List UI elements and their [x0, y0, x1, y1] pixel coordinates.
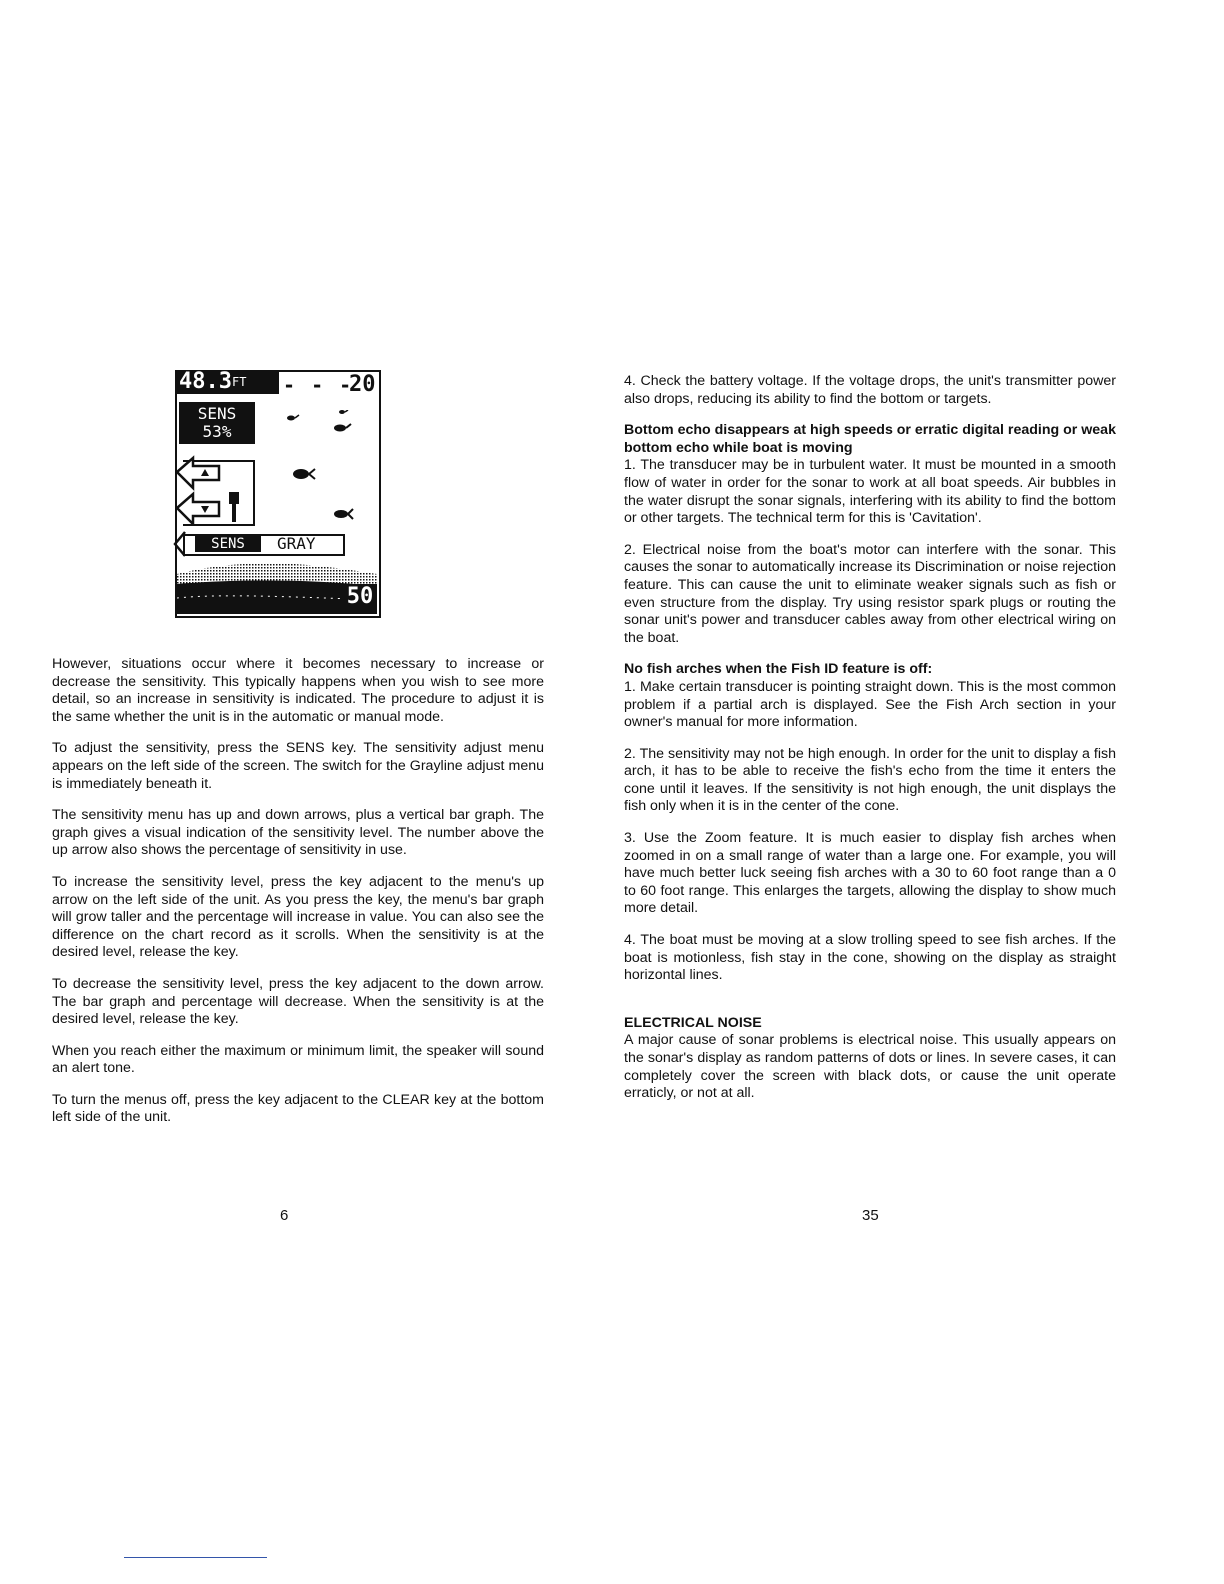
depth-value: 48.3 [179, 369, 232, 394]
section-heading: Bottom echo disappears at high speeds or erratic digital reading or weak bottom echo while boat is moving [624, 422, 1116, 456]
depth-readout [175, 370, 279, 394]
down-arrow-icon [177, 494, 219, 524]
fish-targets [283, 410, 363, 540]
right-page-text [624, 373, 1116, 1103]
sens-percent: 53% [202, 422, 232, 441]
menu-sens-tab: SENS [195, 536, 261, 552]
sens-label: SENS [197, 404, 237, 423]
paragraph: However, situations occur where it becomes necessary to increase or decrease the sensitivity. This typically happens when you wish to see more detail, so an increase in sensitivity is indicated. The procedure to adjust it is the same whether the unit is in the automatic or manual mode. [52, 656, 544, 725]
paragraph: To turn the menus off, press the key adjacent to the CLEAR key at the bottom left side of the unit. [52, 1091, 544, 1126]
paragraph: The sensitivity menu has up and down arrows, plus a vertical bar graph. The graph gives a visual indication of the sensitivity level. The number above the up arrow also shows the percentage of sensitivity in use. [52, 807, 544, 859]
page-number-left: 6 [280, 1207, 289, 1224]
paragraph: 1. The transducer may be in turbulent water. It must be mounted in a smooth flow of water in order for the sonar to work at all boat speeds. Air bubbles in the water disrupt the sonar signals, interfering with its ability to find the bottom or other targets. The technical term for this is 'Cavitation'. [624, 457, 1116, 527]
sonar-display-illustration [173, 370, 384, 622]
bottom-scale-label: 50 [343, 584, 377, 610]
fish-icon [287, 415, 299, 421]
page-number-right: 35 [862, 1207, 879, 1224]
paragraph: 4. The boat must be moving at a slow trolling speed to see fish arches. If the boat is motionless, fish stay in the cone, showing on the display as straight horizontal lines. [624, 932, 1116, 984]
depth-unit: FT [231, 375, 247, 389]
up-arrow-icon [177, 458, 219, 488]
paragraph: To increase the sensitivity level, press the key adjacent to the menu's up arrow on the left side of the unit. As you press the key, the menu's bar graph will grow taller and the percentage will increase in value. You can also see the difference on the chart record as it scrolls. When the sensitivity is at the desired level, release the key. [52, 873, 544, 961]
fish-icon [339, 410, 348, 414]
paragraph: To adjust the sensitivity, press the SENS key. The sensitivity adjust menu appears on the left side of the screen. The switch for the Grayline adjust menu is immediately beneath it. [52, 740, 544, 792]
paragraph: 1. Make certain transducer is pointing straight down. This is the most common problem if a partial arch is displayed. See the Fish Arch section in your owner's manual for more information. [624, 678, 1116, 731]
depth-scale-dashes: - - - [283, 373, 354, 397]
paragraph: 2. The sensitivity may not be high enough. In order for the unit to display a fish arch, it has to be able to receive the fish's echo from the time it enters the cone until it leaves. If the sensitivity is not high enough, the unit displays the fish only when it is in the center of the cone. [624, 745, 1116, 815]
paragraph: 4. Check the battery voltage. If the voltage drops, the unit's transmitter power also drops, reducing its ability to find the bottom or targets. [624, 373, 1116, 407]
fish-icon [334, 424, 351, 432]
transducer-icon [229, 492, 239, 522]
paragraph: To decrease the sensitivity level, press the key adjacent to the down arrow. The bar graph and percentage will decrease. When the sensitivity is at the desired level, release the key. [52, 975, 544, 1028]
sensitivity-arrows [175, 454, 251, 526]
menu-gray-label: GRAY [277, 534, 316, 553]
section-heading: ELECTRICAL NOISE [624, 1014, 762, 1031]
sensitivity-indicator [179, 402, 255, 444]
paragraph: When you reach either the maximum or minimum limit, the speaker will sound an alert tone. [52, 1042, 544, 1077]
paragraph: 3. Use the Zoom feature. It is much easier to display fish arches when zoomed in on a small range of water than a large one. For example, you will have much better luck seeing fish arches with a 30 to 60 foot range than a 0 to 60 foot range. This enlarges the targets, allowing the display to show much more detail. [624, 830, 1116, 917]
paragraph: 2. Electrical noise from the boat's motor can interfere with the sonar. This causes the sonar to automatically increase its Discrimination or noise rejection feature. This can cause the unit to eliminate weaker signals such as fish or even structure from the display. Try using resistor spark plugs or routing the sonar unit's power and transducer cables away from other electrical wiring on the boat. [624, 541, 1116, 646]
fish-icon [293, 469, 315, 479]
section-heading: No fish arches when the Fish ID feature is off: [624, 661, 933, 678]
left-page-text [52, 656, 544, 1141]
paragraph: A major cause of sonar problems is electrical noise. This usually appears on the sonar's display as random patterns of dots or lines. In severe cases, it can completely cover the screen with black dots, or cause the unit operate erraticly, or not at all. [624, 1032, 1116, 1102]
fish-icon [334, 509, 353, 519]
top-scale-label: 20 [349, 372, 376, 397]
footer-rule [124, 1557, 267, 1558]
